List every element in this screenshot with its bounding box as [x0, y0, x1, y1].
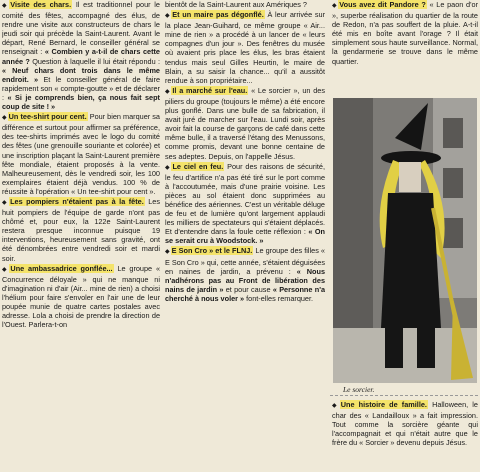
- column-2: [165, 0, 325, 472]
- heading-maire: Et un maire pas dégonflé.: [172, 10, 264, 20]
- heading-pompiers: Les pompiers n'étaient pas à la fête.: [10, 196, 144, 206]
- heading-flnj: E Son Cro » et le FLNJ.: [171, 246, 253, 256]
- diamond-icon: ◆: [165, 164, 171, 171]
- column-3-bottom: [332, 400, 478, 472]
- diamond-icon: ◆: [332, 3, 338, 9]
- heading-famille: Une histoire de famille.: [340, 400, 427, 409]
- article-pandore: ◆ Vous avez dit Pandore ? « Le paon d'or », superbe réalisation du quartier de la route de Redon, n'a pas souffert de la pluie. A-t-il été mis en boîte avant l'orage ? Il était simplement sous haute surveillance. Normal, la gendarmerie se trouve dans le même quartier.: [332, 0, 478, 66]
- heading-tee-shirt: Un tee-shirt pour cent.: [8, 112, 87, 122]
- diamond-icon: ◆: [165, 88, 171, 95]
- sorcier-photo: [333, 98, 477, 383]
- article-flnj: ◆ E Son Cro » et le FLNJ. Le groupe des filles « E Son Cro » qui, cette année, s'étaient déguisées en naines de jardin, a prévenu : « Nous n'adhérons pas au Front de libération des nains de jardin » et pour cause « Personne n'a cherché à nous voler » font-elles remarquer.: [165, 246, 325, 303]
- diamond-icon: ◆: [332, 403, 339, 409]
- sorcier-figure: [333, 98, 477, 383]
- continuation-text: bientôt de la Saint-Laurent aux Amériques ?: [165, 0, 307, 9]
- heading-eau: Il a marché sur l'eau.: [172, 85, 248, 95]
- photo-caption: Le sorcier.: [343, 385, 375, 394]
- heading-ambassadrice: Une ambassadrice gonflée...: [10, 263, 113, 273]
- diamond-icon: ◆: [2, 3, 9, 9]
- diamond-icon: ◆: [165, 13, 171, 20]
- heading-pandore: Vous avez dit Pandore ?: [339, 0, 426, 9]
- article-tee-shirt: ◆ Un tee-shirt pour cent. Pour bien marquer sa différence et surtout pour affirmer sa préférence, des tee-shirts imprimés avec le logo du comité des fêtes (une grenouille souriante et colorée) et une inscription plaçant la Saint-Laurent première fête mondiale, étaient proposés à la vente. Malheureusement, dès le vendredi soir, les 100 exemplaires étaient déjà vendus. 100 % de réussite à l'opération « Un tee-shirt pour cent ».: [2, 112, 160, 196]
- article-pompiers: ◆ Les pompiers n'étaient pas à la fête. Les huit pompiers de l'équipe de garde n'ont pas chômé et, pour eux, la 122e Saint-Laurent restera presque inconnue puisque 19 interventions, heureusement sans gravité, ont été dénombrées entre vendredi soir et mardi soir.: [2, 196, 160, 263]
- article-ambassadrice: ◆ Une ambassadrice gonflée... Le groupe « Concurrence déloyale » qui ne manque ni d'imagination ni d'air (Air... mine de rien) a choisi l'hélium pour faire s'envoler en l'air une de leur poupée munie de quatre cartes postales avec adresse. Lola a choisi de prendre la direction de l'Ouest. Parlera-t-on: [2, 263, 160, 330]
- diamond-icon: ◆: [2, 266, 9, 273]
- article-visite: ◆ Visite des chars. Il est traditionnel pour le comité des fêtes, accompagné des élus, de rendre une visite aux constructeurs de chars le jeudi soir qui précède la Saint-Laurent. Avant le départ, René Bernard, le conseiller général se renseignait : « Combien y a-t-il de chars cette année ? Question à laquelle il lui était répondu : « Neuf chars dont trois dans le même endroit. » Et le conseiller général de faire rapidement son « compte-goutte » et de déclarer : « Si je comprends bien, ça nous fait sept coup de site ! »: [2, 0, 160, 112]
- column-1: [2, 0, 160, 472]
- diamond-icon: ◆: [165, 249, 170, 256]
- heading-visite: Visite des chars.: [10, 0, 72, 9]
- diamond-icon: ◆: [2, 115, 7, 122]
- article-maire: ◆ Et un maire pas dégonflé. À leur arrivée sur la place Jean-Guihard, ce même groupe « Air... mine de rien » a procédé à un lancer de « leurs compagnes d'un jour ». Des fenêtres du musée où avaient pris place les élus, les bras étaient tendus mais seul Gilles Heurtin, le maire de Blain, a su saisir la chance... qu'il a aussitôt rendue à son propriétaire...: [165, 10, 325, 85]
- article-eau: ◆ Il a marché sur l'eau. « Le sorcier », un des piliers du groupe (toujours le même) a été encore plus gonflé. Dans une bulle de sa fabrication, il avait juré de marcher sur l'eau. Lundi soir, après avoir fait la course de garçons de café dans cette même bulle, il a traversé l'étang des Menussons, comme promis, devant une bonne centaine de ses adeptes. Depuis, on l'appelle Jésus.: [165, 85, 325, 161]
- article-famille: ◆ Une histoire de famille. Halloween, le char des « Landailloux » a fait impression. Tout comme la sorcière géante qui l'accompagnait et qui n'était autre que le frère du « Sorcier » devenu depuis Jésus.: [332, 400, 478, 448]
- column-3-top: [332, 0, 478, 95]
- separator: [330, 395, 478, 396]
- diamond-icon: ◆: [2, 199, 9, 206]
- article-ciel: ◆ Le ciel en feu. Pour des raisons de sécurité, le feu d'artifice n'a pas été tiré sur le port comme à l'accoutumée, mais d'une prairie voisine. Les pièces au sol étaient donc supprimées au bénéfice des aériennes. C'est un véritable déluge de feu et de lumière qu'ont largement applaudi les milliers de spectateurs qui s'étaient déplacés. Et d'entendre dans la foule cette réflexion : « On se serait cru à Woodstock. »: [165, 161, 325, 246]
- heading-ciel: Le ciel en feu.: [172, 161, 224, 171]
